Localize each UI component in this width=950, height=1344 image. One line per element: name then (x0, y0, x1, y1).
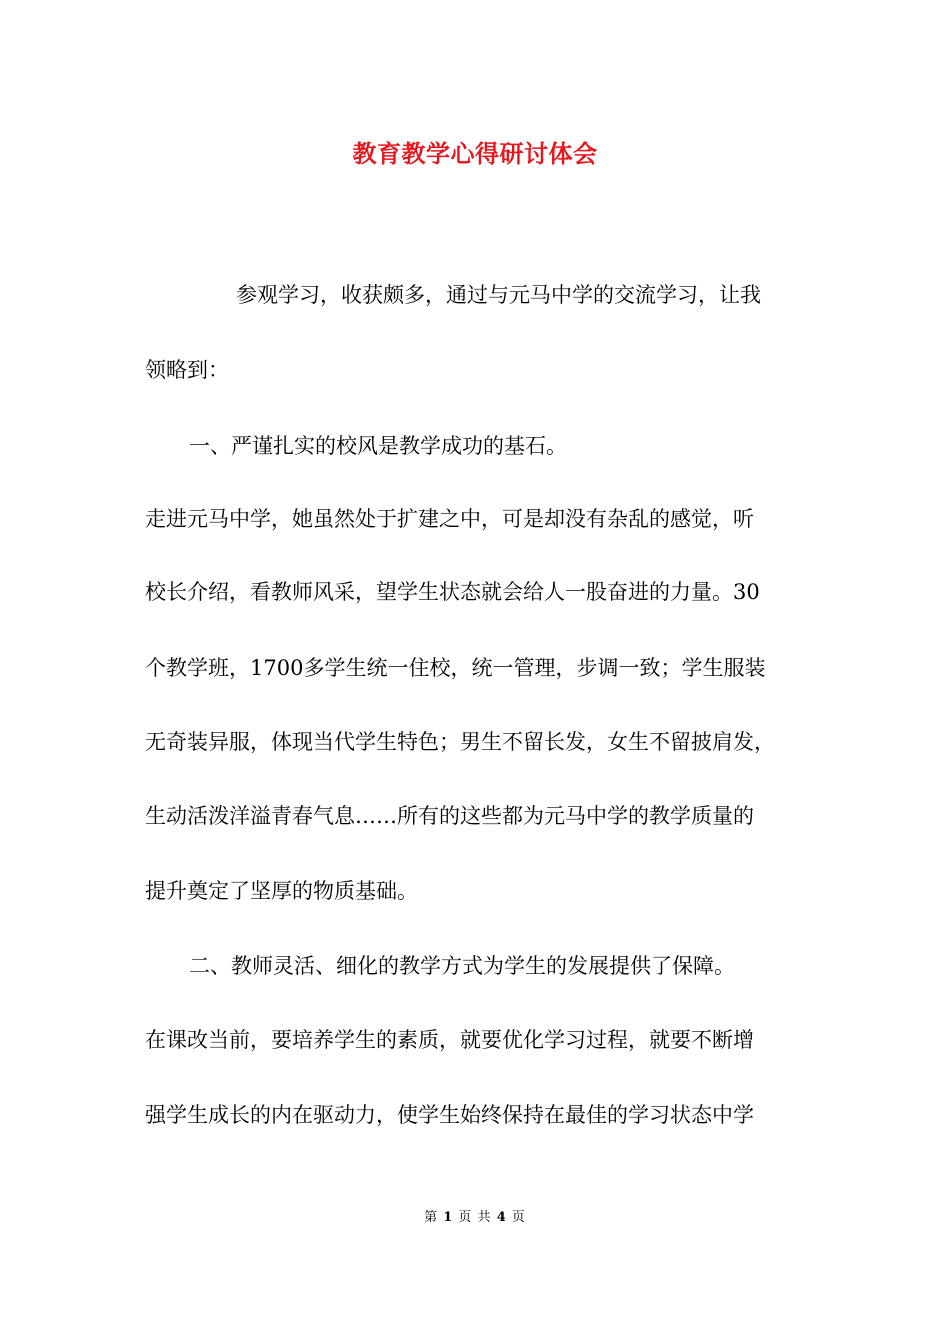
page-footer (0, 1209, 950, 1227)
paragraph-line: 提升奠定了坚厚的物质基础。 (145, 879, 418, 903)
footer-total-pages: 4 (496, 1210, 507, 1225)
footer-prefix: 第 (424, 1210, 439, 1225)
footer-page-number: 1 (443, 1210, 454, 1225)
paragraph-line: 参观学习，收获颇多，通过与元马中学的交流学习，让我 (236, 283, 761, 307)
paragraph-line: 在课改当前，要培养学生的素质，就要优化学习过程，就要不断增 (145, 1028, 754, 1052)
footer-suffix: 页 (511, 1210, 526, 1225)
footer-middle: 页 共 (458, 1210, 492, 1225)
paragraph-line: 走进元马中学，她虽然处于扩建之中，可是却没有杂乱的感觉，听 (145, 507, 754, 531)
paragraph-line: 无奇装异服，体现当代学生特色；男生不留长发，女生不留披肩发， (145, 730, 775, 754)
section-heading-1: 一、严谨扎实的校风是教学成功的基石。 (189, 434, 567, 458)
section-heading-2: 二、教师灵活、细化的教学方式为学生的发展提供了保障。 (189, 954, 735, 978)
paragraph-line: 校长介绍，看教师风采，望学生状态就会给人一股奋进的力量。30 (145, 580, 760, 604)
paragraph-line: 个教学班，1700多学生统一住校，统一管理，步调一致；学生服装 (145, 656, 766, 680)
paragraph-line: 生动活泼洋溢青春气息……所有的这些都为元马中学的教学质量的 (145, 804, 754, 828)
paragraph-line: 领略到： (145, 358, 229, 382)
document-title: 教育教学心得研讨体会 (352, 139, 598, 168)
paragraph-line: 强学生成长的内在驱动力，使学生始终保持在最佳的学习状态中学 (145, 1103, 754, 1127)
